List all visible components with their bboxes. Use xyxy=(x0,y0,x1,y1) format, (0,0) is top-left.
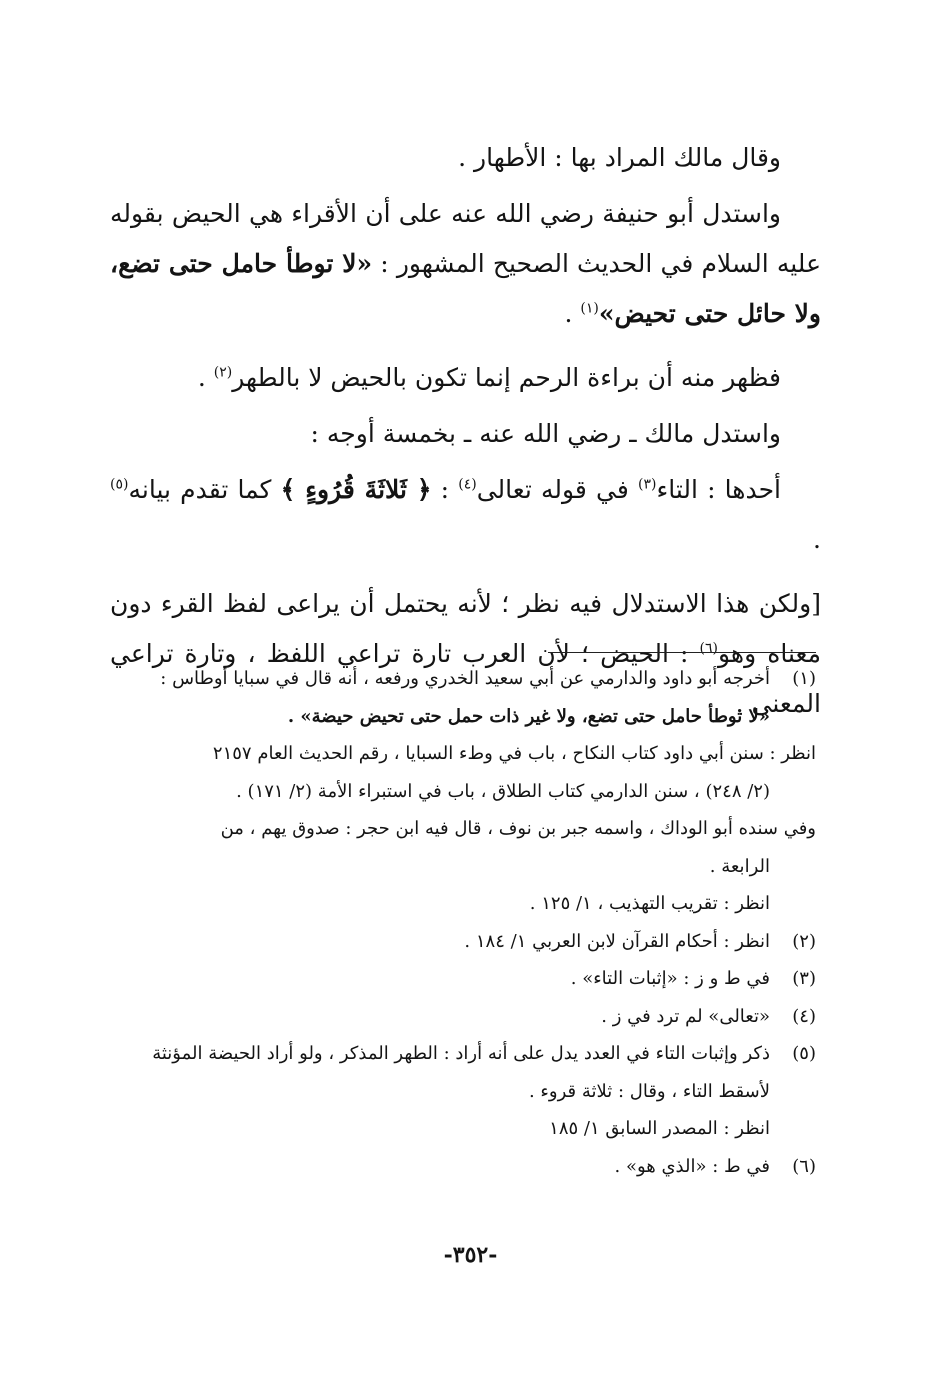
footnote-line: انظر : المصدر السابق ١/ ١٨٥ xyxy=(549,1118,770,1139)
footnote-line: أخرجه أبو داود والدارمي عن أبي سعيد الخدري ورفعه ، أنه قال في سبايا أوطاس : xyxy=(160,668,770,689)
paragraph-end: . xyxy=(197,363,214,392)
paragraph-end: . xyxy=(564,299,581,328)
paragraph-text: واستدل مالك ـ رضي الله عنه ـ بخمسة أوجه : xyxy=(310,419,781,448)
paragraph-5 xyxy=(110,465,821,565)
footnote-line: ذكر وإثبات التاء في العدد يدل على أنه أراد : الطهر المذكر ، ولو أراد الحيضة المؤنثة xyxy=(152,1043,770,1064)
footnote-body xyxy=(105,1035,770,1148)
footnote-number: (٦) xyxy=(792,1155,816,1177)
paragraph-text: في قوله تعالى xyxy=(476,475,638,504)
paragraph-text: فظهر منه أن براءة الرحم إنما تكون بالحيض لا بالطهر xyxy=(232,363,781,392)
paragraph-text: كما تقدم بيانه xyxy=(128,475,281,504)
paragraph-3 xyxy=(110,353,821,403)
paragraph-text: وقال مالك المراد بها : الأطهار . xyxy=(458,143,781,172)
footnote-number: (٢) xyxy=(792,930,816,952)
footnote-body xyxy=(105,660,770,735)
footnote-5 xyxy=(105,1035,816,1148)
paragraph-text: : الحيض ؛ لأن العرب تارة تراعي اللفظ ، وتارة تراعي المعنى . xyxy=(110,639,821,718)
footnote-line: (٢/ ٢٤٨) ، سنن الدارمي كتاب الطلاق ، باب في استبراء الأمة (٢/ ١٧١) . xyxy=(236,780,770,802)
paragraph-end: . xyxy=(813,525,821,554)
footnote-divider xyxy=(548,652,816,653)
footnote-ref: (١) xyxy=(580,300,599,317)
footnote-2 xyxy=(105,923,816,961)
paragraph-text: واستدل أبو حنيفة رضي الله عنه على أن الأقراء هي الحيض بقوله عليه السلام في الحديث الصحيح المشهور : xyxy=(110,199,822,278)
footnote-ref: (٤) xyxy=(458,476,477,493)
paragraph-2 xyxy=(110,189,821,339)
footnote-body: في ط و ز : «إثبات التاء» . xyxy=(570,968,770,989)
footnote-1 xyxy=(105,660,816,735)
footnote-4 xyxy=(105,998,816,1036)
footnote-3 xyxy=(105,960,816,998)
footnote-number: (١) xyxy=(792,668,816,689)
footnotes xyxy=(105,660,816,1185)
paragraph-text: [ولكن هذا الاستدلال فيه نظر ؛ لأنه يحتمل أن يراعى لفظ القرء دون معناه وهو xyxy=(110,589,821,668)
page-number: -٣٥٢- xyxy=(443,1242,498,1268)
footnote-number: (٤) xyxy=(792,1005,816,1027)
footnote-number: (٣) xyxy=(792,968,816,989)
paragraph-4 xyxy=(110,409,821,459)
footnote-ref: (٣) xyxy=(637,476,657,493)
footnote-line: وفي سنده أبو الوداك ، واسمه جبر بن نوف ، قال فيه ابن حجر : صدوق يهم ، من xyxy=(220,818,816,839)
paragraph-1 xyxy=(110,133,821,183)
footnote-body: في ط : «الذي هو» . xyxy=(614,1155,770,1177)
footnote-line: انظر : تقريب التهذيب ، ١/ ١٢٥ . xyxy=(529,893,770,914)
footnote-ref: (٦) xyxy=(699,640,719,657)
footnote-body: «تعالى» لم ترد في ز . xyxy=(601,1005,770,1027)
footnote-ref: (٢) xyxy=(213,364,233,381)
footnote-line: الرابعة . xyxy=(709,855,770,877)
footnote-6 xyxy=(105,1148,816,1186)
paragraph-text: : xyxy=(431,475,459,504)
footnote-number: (٥) xyxy=(792,1043,816,1064)
paragraph-text: أحدها : التاء xyxy=(656,475,782,504)
footnote-hadith: «لا توطأ حامل حتى تضع، ولا غير ذات حمل حتى تحيض حيضة» . xyxy=(287,705,770,727)
quran-verse: ﴿ ثَلاثَةَ قُرُوءٍ ﴾ xyxy=(280,475,432,504)
footnote-body: انظر : أحكام القرآن لابن العربي ١/ ١٨٤ . xyxy=(464,930,770,952)
hadith-quote: «لا توطأ حامل حتى تضع، ولا حائل حتى تحيض» xyxy=(110,249,821,328)
footnote-ref: (٥) xyxy=(110,476,129,493)
footnote-line: لأسقط التاء ، وقال : ثلاثة قروء . xyxy=(528,1080,770,1102)
footnote-line: انظر : سنن أبي داود كتاب النكاح ، باب في وطء السبايا ، رقم الحديث العام ٢١٥٧ xyxy=(212,743,816,764)
